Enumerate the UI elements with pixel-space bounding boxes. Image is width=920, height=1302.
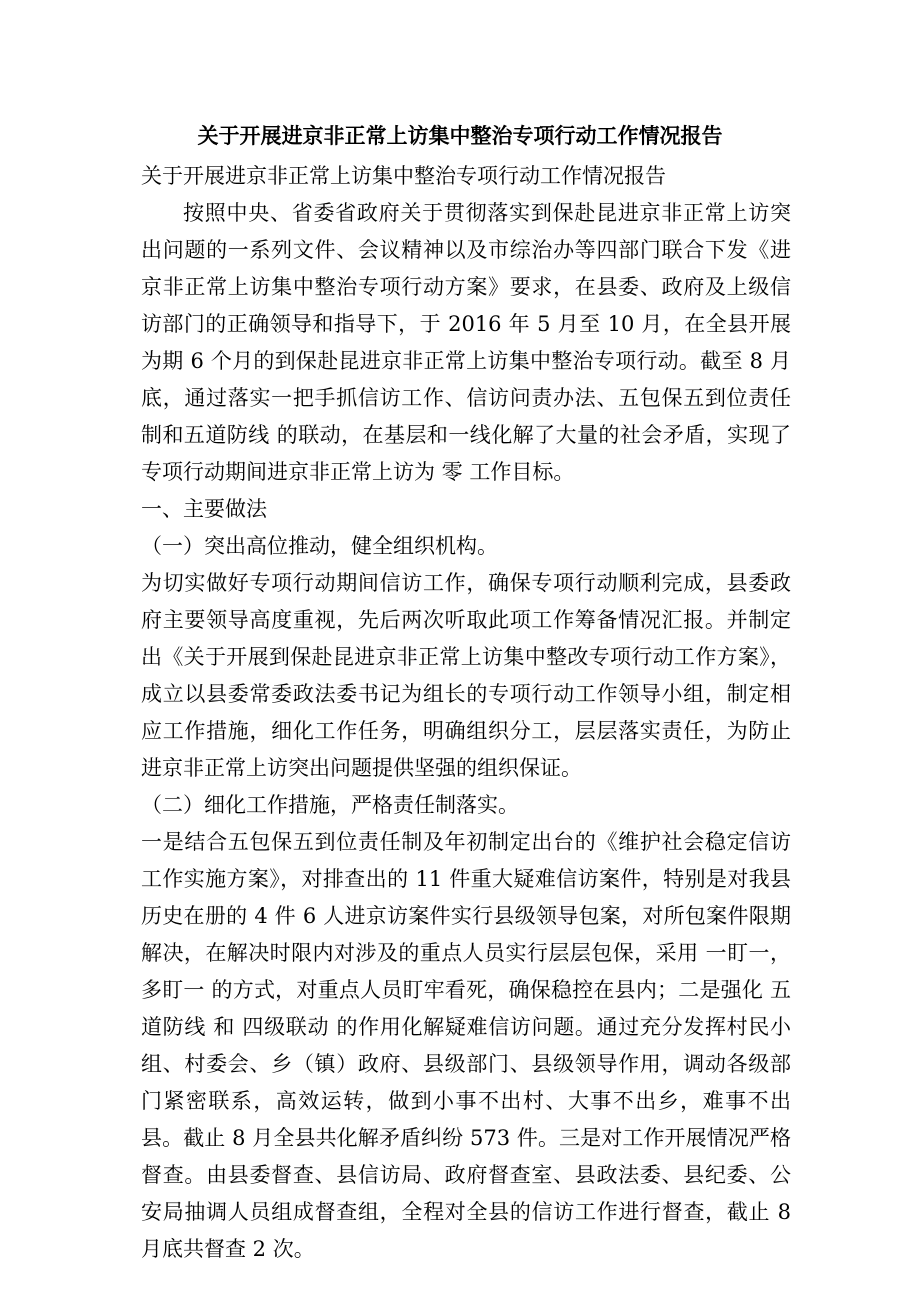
- document-body: [141, 158, 791, 1268]
- intro-paragraph: 按照中央、省委省政府关于贯彻落实到保赴昆进京非正常上访突出问题的一系列文件、会议精神以及市综治办等四部门联合下发《进京非正常上访集中整治专项行动方案》要求，在县委、政府及上级信访部门的正确领导和指导下，于 2016 年 5 月至 10 月，在全县开展为期 6 个月的到保赴昆进京非正常上访集中整治专项行动。截至 8 月底，通过落实一把手抓信访工作、信访问责办法、五包保五到位责任制和五道防线 的联动，在基层和一线化解了大量的社会矛盾，实现了专项行动期间进京非正常上访为 零 工作目标。: [141, 201, 791, 484]
- subsection-heading-1: （一）突出高位推动，健全组织机构。: [141, 534, 498, 558]
- subsection-heading-2: （二）细化工作措施，严格责任制落实。: [141, 793, 519, 817]
- subsection-2-paragraph: 一是结合五包保五到位责任制及年初制定出台的《维护社会稳定信访工作实施方案》，对排查出的 11 件重大疑难信访案件，特别是对我县历史在册的 4 件 6 人进京访案件实行县级领导包案，对所包案件限期解决，在解决时限内对涉及的重点人员实行层层包保，采用 一盯一，多盯一 的方式，对重点人员盯牢看死，确保稳控在县内；二是强化 五道防线 和 四级联动 的作用化解疑难信访问题。通过充分发挥村民小组、村委会、乡（镇）政府、县级部门、县级领导作用，调动各级部门紧密联系，高效运转，做到小事不出村、大事不出乡，难事不出县。截止 8 月全县共化解矛盾纠纷 573 件。三是对工作开展情况严格督查。由县委督查、县信访局、政府督查室、县政法委、县纪委、公安局抽调人员组成督查组，全程对全县的信访工作进行督查，截止 8 月底共督查 2 次。: [141, 830, 791, 1261]
- document-title: 关于开展进京非正常上访集中整治专项行动工作情况报告: [197, 123, 723, 148]
- subsection-1-paragraph: 为切实做好专项行动期间信访工作，确保专项行动顺利完成，县委政府主要领导高度重视，先后两次听取此项工作筹备情况汇报。并制定出《关于开展到保赴昆进京非正常上访集中整改专项行动工作方案》，成立以县委常委政法委书记为组长的专项行动工作领导小组，制定相应工作措施，细化工作任务，明确组织分工，层层落实责任，为防止进京非正常上访突出问题提供坚强的组织保证。: [141, 571, 791, 780]
- section-heading-main-practices: 一、主要做法: [141, 497, 267, 521]
- body-heading: 关于开展进京非正常上访集中整治专项行动工作情况报告: [141, 164, 666, 188]
